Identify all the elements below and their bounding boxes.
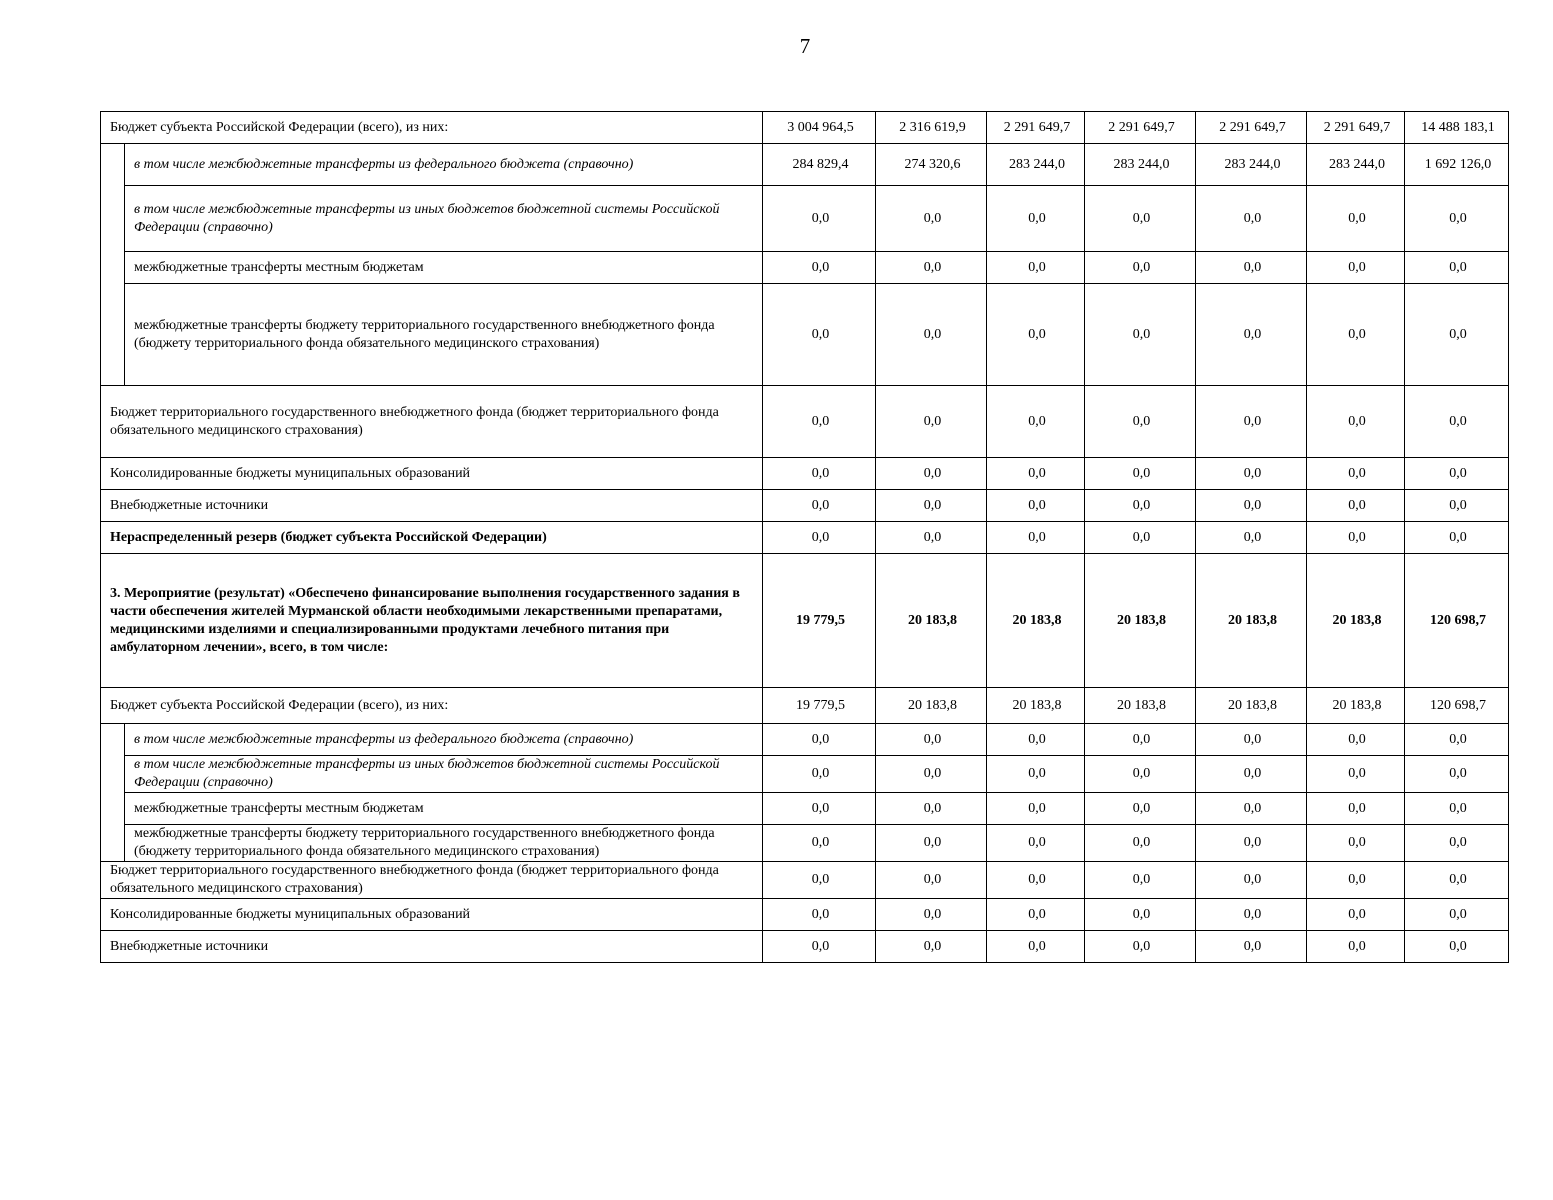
value-cell: 0,0 [1307, 252, 1405, 284]
value-cell: 0,0 [876, 386, 987, 458]
table-row [101, 144, 1509, 186]
value-cell: 283 244,0 [987, 144, 1085, 186]
table-row [101, 458, 1509, 490]
value-cell: 0,0 [1196, 458, 1307, 490]
table-row [101, 724, 1509, 756]
value-cell: 2 291 649,7 [1085, 112, 1196, 144]
row-label: Бюджет территориального государственного внебюджетного фонда (бюджет территориального фонда обязательного медицинского страхования) [101, 386, 763, 458]
value-cell: 0,0 [1307, 899, 1405, 931]
row-label: межбюджетные трансферты бюджету территориального государственного внебюджетного фонда (бюджету территориального фонда обязательного медицинского страхования) [125, 825, 763, 862]
budget-table [100, 111, 1509, 963]
value-cell: 0,0 [987, 825, 1085, 862]
table-row [101, 386, 1509, 458]
value-cell: 0,0 [1405, 724, 1509, 756]
value-cell: 0,0 [1196, 862, 1307, 899]
value-cell: 0,0 [1405, 862, 1509, 899]
value-cell: 0,0 [763, 724, 876, 756]
value-cell: 0,0 [876, 756, 987, 793]
value-cell: 0,0 [987, 793, 1085, 825]
value-cell: 0,0 [1307, 458, 1405, 490]
value-cell: 0,0 [1307, 386, 1405, 458]
value-cell: 0,0 [763, 458, 876, 490]
value-cell: 0,0 [987, 186, 1085, 252]
value-cell: 2 291 649,7 [987, 112, 1085, 144]
value-cell: 0,0 [1405, 252, 1509, 284]
value-cell: 0,0 [763, 284, 876, 386]
value-cell: 1 692 126,0 [1405, 144, 1509, 186]
value-cell: 0,0 [763, 756, 876, 793]
value-cell: 284 829,4 [763, 144, 876, 186]
value-cell: 14 488 183,1 [1405, 112, 1509, 144]
value-cell: 0,0 [1085, 931, 1196, 963]
value-cell: 0,0 [1085, 522, 1196, 554]
value-cell: 3 004 964,5 [763, 112, 876, 144]
row-label: в том числе межбюджетные трансферты из федерального бюджета (справочно) [125, 724, 763, 756]
value-cell: 0,0 [987, 724, 1085, 756]
value-cell: 0,0 [876, 724, 987, 756]
value-cell: 120 698,7 [1405, 688, 1509, 724]
value-cell: 0,0 [1085, 252, 1196, 284]
value-cell: 19 779,5 [763, 554, 876, 688]
value-cell: 0,0 [1085, 458, 1196, 490]
value-cell: 0,0 [1085, 490, 1196, 522]
value-cell: 19 779,5 [763, 688, 876, 724]
value-cell: 0,0 [1307, 724, 1405, 756]
row-label: Бюджет субъекта Российской Федерации (всего), из них: [101, 112, 763, 144]
value-cell: 0,0 [876, 825, 987, 862]
value-cell: 283 244,0 [1085, 144, 1196, 186]
value-cell: 0,0 [987, 862, 1085, 899]
value-cell: 0,0 [763, 386, 876, 458]
value-cell: 0,0 [1196, 522, 1307, 554]
value-cell: 0,0 [1196, 724, 1307, 756]
table-row [101, 756, 1509, 793]
value-cell: 0,0 [1405, 490, 1509, 522]
value-cell: 0,0 [1196, 899, 1307, 931]
value-cell: 0,0 [1405, 458, 1509, 490]
value-cell: 0,0 [763, 862, 876, 899]
table-row [101, 112, 1509, 144]
value-cell: 0,0 [1307, 756, 1405, 793]
value-cell: 0,0 [1196, 793, 1307, 825]
row-label: Консолидированные бюджеты муниципальных образований [101, 458, 763, 490]
value-cell: 0,0 [1196, 186, 1307, 252]
value-cell: 0,0 [1307, 793, 1405, 825]
value-cell: 0,0 [876, 862, 987, 899]
value-cell: 0,0 [1196, 825, 1307, 862]
row-label: межбюджетные трансферты местным бюджетам [125, 793, 763, 825]
value-cell: 0,0 [987, 490, 1085, 522]
value-cell: 274 320,6 [876, 144, 987, 186]
value-cell: 0,0 [1405, 825, 1509, 862]
value-cell: 0,0 [763, 252, 876, 284]
indent-cell [101, 144, 125, 386]
value-cell: 0,0 [763, 793, 876, 825]
row-label: межбюджетные трансферты местным бюджетам [125, 252, 763, 284]
table-row [101, 862, 1509, 899]
value-cell: 2 291 649,7 [1196, 112, 1307, 144]
value-cell: 0,0 [987, 252, 1085, 284]
table-row [101, 284, 1509, 386]
value-cell: 0,0 [1196, 931, 1307, 963]
table-row [101, 490, 1509, 522]
row-label: Внебюджетные источники [101, 490, 763, 522]
value-cell: 0,0 [1307, 825, 1405, 862]
value-cell: 0,0 [1405, 522, 1509, 554]
value-cell: 120 698,7 [1405, 554, 1509, 688]
row-label: Бюджет территориального государственного внебюджетного фонда (бюджет территориального фонда обязательного медицинского страхования) [101, 862, 763, 899]
value-cell: 0,0 [1307, 862, 1405, 899]
value-cell: 20 183,8 [1307, 688, 1405, 724]
value-cell: 0,0 [1405, 186, 1509, 252]
row-label: Консолидированные бюджеты муниципальных образований [101, 899, 763, 931]
value-cell: 20 183,8 [1196, 688, 1307, 724]
row-label: Нераспределенный резерв (бюджет субъекта Российской Федерации) [101, 522, 763, 554]
value-cell: 2 291 649,7 [1307, 112, 1405, 144]
value-cell: 0,0 [1085, 386, 1196, 458]
value-cell: 0,0 [1085, 793, 1196, 825]
value-cell: 0,0 [1085, 825, 1196, 862]
value-cell: 0,0 [876, 252, 987, 284]
page-number: 7 [799, 34, 811, 58]
row-label: в том числе межбюджетные трансферты из иных бюджетов бюджетной системы Российской Федерации (справочно) [125, 186, 763, 252]
value-cell: 283 244,0 [1196, 144, 1307, 186]
value-cell: 20 183,8 [876, 554, 987, 688]
value-cell: 0,0 [763, 522, 876, 554]
value-cell: 0,0 [1085, 186, 1196, 252]
value-cell: 0,0 [1085, 756, 1196, 793]
value-cell: 0,0 [1405, 386, 1509, 458]
value-cell: 0,0 [876, 931, 987, 963]
row-label: Внебюджетные источники [101, 931, 763, 963]
value-cell: 20 183,8 [1085, 688, 1196, 724]
value-cell: 20 183,8 [987, 554, 1085, 688]
value-cell: 20 183,8 [1307, 554, 1405, 688]
value-cell: 0,0 [1405, 931, 1509, 963]
value-cell: 0,0 [876, 284, 987, 386]
value-cell: 0,0 [1196, 386, 1307, 458]
table-row [101, 554, 1509, 688]
value-cell: 20 183,8 [1196, 554, 1307, 688]
table-row [101, 252, 1509, 284]
value-cell: 0,0 [1085, 862, 1196, 899]
table-row [101, 688, 1509, 724]
table-row [101, 186, 1509, 252]
row-label: межбюджетные трансферты бюджету территориального государственного внебюджетного фонда (бюджету территориального фонда обязательного медицинского страхования) [125, 284, 763, 386]
value-cell: 0,0 [1307, 186, 1405, 252]
value-cell: 0,0 [987, 522, 1085, 554]
value-cell: 0,0 [987, 899, 1085, 931]
value-cell: 2 316 619,9 [876, 112, 987, 144]
value-cell: 283 244,0 [1307, 144, 1405, 186]
table-row [101, 522, 1509, 554]
value-cell: 0,0 [1307, 284, 1405, 386]
value-cell: 0,0 [987, 458, 1085, 490]
value-cell: 0,0 [1405, 284, 1509, 386]
row-label: в том числе межбюджетные трансферты из иных бюджетов бюджетной системы Российской Федерации (справочно) [125, 756, 763, 793]
value-cell: 0,0 [876, 899, 987, 931]
value-cell: 20 183,8 [1085, 554, 1196, 688]
value-cell: 0,0 [1196, 490, 1307, 522]
value-cell: 0,0 [763, 490, 876, 522]
value-cell: 0,0 [987, 386, 1085, 458]
value-cell: 0,0 [1085, 284, 1196, 386]
value-cell: 0,0 [1307, 490, 1405, 522]
value-cell: 0,0 [876, 458, 987, 490]
value-cell: 0,0 [1405, 793, 1509, 825]
row-label: Бюджет субъекта Российской Федерации (всего), из них: [101, 688, 763, 724]
value-cell: 0,0 [876, 793, 987, 825]
value-cell: 0,0 [763, 899, 876, 931]
value-cell: 0,0 [1085, 724, 1196, 756]
value-cell: 0,0 [1405, 899, 1509, 931]
value-cell: 0,0 [763, 931, 876, 963]
indent-cell [101, 724, 125, 862]
value-cell: 0,0 [876, 490, 987, 522]
value-cell: 0,0 [1307, 522, 1405, 554]
value-cell: 0,0 [876, 522, 987, 554]
value-cell: 0,0 [987, 284, 1085, 386]
table-row [101, 899, 1509, 931]
value-cell: 0,0 [987, 756, 1085, 793]
value-cell: 0,0 [1405, 756, 1509, 793]
value-cell: 0,0 [763, 186, 876, 252]
value-cell: 20 183,8 [987, 688, 1085, 724]
value-cell: 0,0 [876, 186, 987, 252]
value-cell: 0,0 [1196, 284, 1307, 386]
value-cell: 0,0 [987, 931, 1085, 963]
table-row [101, 793, 1509, 825]
value-cell: 0,0 [1085, 899, 1196, 931]
table-row [101, 931, 1509, 963]
row-label: в том числе межбюджетные трансферты из федерального бюджета (справочно) [125, 144, 763, 186]
value-cell: 0,0 [1196, 252, 1307, 284]
value-cell: 0,0 [1196, 756, 1307, 793]
value-cell: 0,0 [1307, 931, 1405, 963]
value-cell: 20 183,8 [876, 688, 987, 724]
row-label: 3. Мероприятие (результат) «Обеспечено финансирование выполнения государственного задания в части обеспечения жителей Мурманской области необходимыми лекарственными препаратами, медицинскими изделиями и специализированными продуктами лечебного питания при амбулаторном лечении», всего, в том числе: [101, 554, 763, 688]
table-row [101, 825, 1509, 862]
value-cell: 0,0 [763, 825, 876, 862]
